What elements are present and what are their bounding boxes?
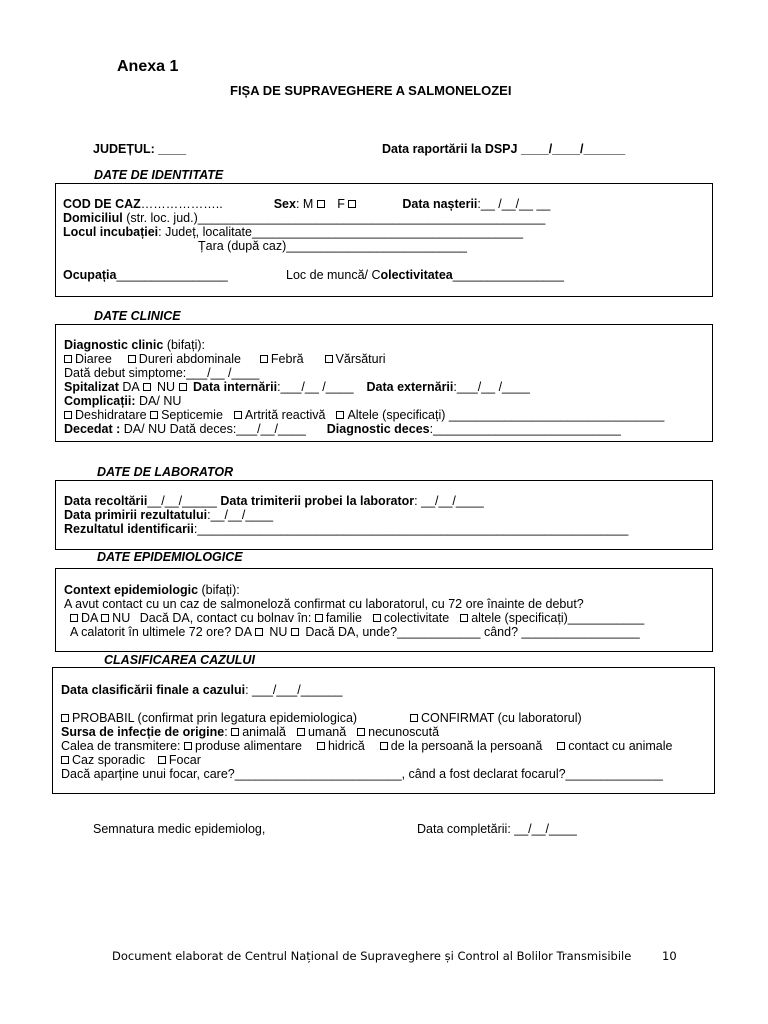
laboratory-box [55, 480, 713, 550]
transmission-person-checkbox[interactable] [380, 742, 388, 750]
classification-date-field[interactable]: : ___/___/______ [245, 683, 343, 697]
symptoms-line: Diaree Dureri abdominale Febră Vărsături [64, 352, 386, 366]
probable-line: PROBABIL (confirmat prin legatura epidemiologica) [61, 711, 357, 725]
family-checkbox[interactable] [315, 614, 323, 622]
clinical-box [55, 324, 713, 442]
admission-date-field[interactable]: :___/__ /____ [277, 380, 354, 394]
sex-m-checkbox[interactable] [317, 200, 325, 208]
section-heading-epidemiologice: DATE EPIDEMIOLOGICE [97, 550, 243, 564]
other-complications-field[interactable]: Altele (specificați) _______________________________ [347, 408, 665, 422]
confirmed-checkbox[interactable] [410, 714, 418, 722]
sampling-line: Data recoltării__/__/_____ Data trimiterii probei la laborator: __/__/____ [64, 494, 484, 508]
identification-result-field[interactable]: :______________________________________________________________ [193, 522, 629, 536]
source-line: Sursa de infecție de origine: animală umană necunoscută [61, 725, 440, 739]
outbreak-details-field[interactable]: Dacă aparține unui focar, care?________________________, când a fost declarat focarul?______________ [61, 767, 663, 781]
sampling-date-field[interactable]: __/__/_____ [147, 494, 217, 508]
travel-no-checkbox[interactable] [291, 628, 299, 636]
onset-date-field[interactable]: Dată debut simptome:___/__ /____ [64, 366, 260, 380]
other-contact-field[interactable]: altele (specificați)___________ [471, 611, 645, 625]
section-heading-laborator: DATE DE LABORATOR [97, 465, 234, 479]
complications-options: Deshidratare Septicemie Artrită reactivă Altele (specificați) _______________________________ [64, 408, 664, 422]
travel-yes-checkbox[interactable] [255, 628, 263, 636]
collectivity-checkbox[interactable] [373, 614, 381, 622]
page-title: FIȘA DE SUPRAVEGHERE A SALMONELOZEI [230, 83, 512, 98]
judet-field[interactable]: JUDEȚUL: ____ [93, 142, 187, 156]
birth-date-field[interactable]: :__ /__/__ __ [477, 197, 551, 211]
domicile-field[interactable]: (str. loc. jud.)__________________________________________________ [122, 211, 546, 225]
case-type-line: Caz sporadic Focar [61, 753, 201, 767]
source-unknown-checkbox[interactable] [357, 728, 365, 736]
death-diagnosis-field[interactable]: :___________________________ [429, 422, 621, 436]
page-number: 10 [662, 949, 677, 963]
diarrhea-checkbox[interactable] [64, 355, 72, 363]
workplace-field[interactable]: ________________ [452, 268, 564, 282]
annex-label: Anexa 1 [117, 58, 179, 75]
identity-line-1: COD DE CAZ……………….. Sex: M F Data nașterii:__ /__/__ __ [63, 197, 551, 211]
section-heading-identitate: DATE DE IDENTITATE [94, 168, 224, 182]
septicemia-checkbox[interactable] [150, 411, 158, 419]
section-heading-clasificare: CLASIFICAREA CAZULUI [104, 653, 255, 667]
source-animal-checkbox[interactable] [231, 728, 239, 736]
travel-details-field[interactable]: Dacă DA, unde?____________ când? _________________ [305, 625, 640, 639]
sex-f-checkbox[interactable] [348, 200, 356, 208]
identification-line: Rezultatul identificarii:______________________________________________________________ [64, 522, 629, 536]
birth-date-label: Data nașterii [402, 197, 478, 211]
hospitalized-no-checkbox[interactable] [179, 383, 187, 391]
probable-checkbox[interactable] [61, 714, 69, 722]
sending-date-field[interactable]: : __/__/____ [414, 494, 484, 508]
reactive-arthritis-checkbox[interactable] [234, 411, 242, 419]
deceased-line: Decedat : DA/ NU Dată deces:___/__/____ Diagnostic deces:___________________________ [64, 422, 621, 436]
completion-date-field[interactable]: Data completării: __/__/____ [417, 822, 577, 836]
case-code-label: COD DE CAZ [63, 197, 141, 211]
contact-yes-checkbox[interactable] [70, 614, 78, 622]
contact-options-line: DA NU Dacă DA, contact cu bolnav în: familie colectivitate altele (specificați)___________ [70, 611, 644, 625]
vomiting-checkbox[interactable] [325, 355, 333, 363]
death-date-field[interactable]: DA/ NU Dată deces:___/__/____ [120, 422, 306, 436]
transmission-water-checkbox[interactable] [317, 742, 325, 750]
classification-date-line: Data clasificării finale a cazului: ___/___/______ [61, 683, 343, 697]
dehydration-checkbox[interactable] [64, 411, 72, 419]
workplace-line: Loc de muncă/ Colectivitatea________________ [286, 268, 564, 282]
result-date-field[interactable]: :__/__/____ [207, 508, 274, 522]
incubation-place-field[interactable]: : Județ, localitate_______________________________________ [158, 225, 524, 239]
identity-box [55, 183, 713, 297]
context-line: Context epidemiologic (bifați): [64, 583, 240, 597]
transmission-line: Calea de transmitere: produse alimentare hidrică de la persoană la persoană contact cu animale [61, 739, 673, 753]
fever-checkbox[interactable] [260, 355, 268, 363]
abdominal-pain-checkbox[interactable] [128, 355, 136, 363]
other-contact-checkbox[interactable] [460, 614, 468, 622]
contact-question: A avut contact cu un caz de salmoneloză confirmat cu laboratorul, cu 72 ore înainte de debut? [64, 597, 584, 611]
country-field[interactable]: Țara (după caz)__________________________ [198, 239, 467, 253]
travel-line: A calatorit în ultimele 72 ore? DA NU Dacă DA, unde?____________ când? _________________ [70, 625, 640, 639]
other-complications-checkbox[interactable] [336, 411, 344, 419]
domicile-line: Domiciliul (str. loc. jud.)__________________________________________________ [63, 211, 546, 225]
sex-label: Sex [273, 197, 296, 211]
reporting-date-field[interactable]: Data raportării la DSPJ ____/____/______ [382, 142, 626, 156]
epidemiology-box [55, 568, 713, 652]
section-heading-clinice: DATE CLINICE [94, 309, 181, 323]
outbreak-checkbox[interactable] [158, 756, 166, 764]
hospitalized-yes-checkbox[interactable] [143, 383, 151, 391]
confirmed-line: CONFIRMAT (cu laboratorul) [410, 711, 582, 725]
sporadic-case-checkbox[interactable] [61, 756, 69, 764]
hospitalized-line: Spitalizat DA NU Data internării:___/__ /____ Data externării:___/__ /____ [64, 380, 530, 394]
incubation-line: Locul incubației: Județ, localitate_______________________________________ [63, 225, 524, 239]
occupation-line: Ocupația________________ [63, 268, 228, 282]
contact-no-checkbox[interactable] [101, 614, 109, 622]
classification-box [52, 667, 715, 794]
source-human-checkbox[interactable] [297, 728, 305, 736]
occupation-field[interactable]: ________________ [116, 268, 228, 282]
result-date-line: Data primirii rezultatului:__/__/____ [64, 508, 274, 522]
signature-field[interactable]: Semnatura medic epidemiolog, [93, 822, 266, 836]
transmission-food-checkbox[interactable] [184, 742, 192, 750]
case-code-field[interactable]: ……………….. [140, 197, 223, 211]
transmission-animals-checkbox[interactable] [557, 742, 565, 750]
clinical-diagnosis-line: Diagnostic clinic (bifați): [64, 338, 206, 352]
discharge-date-field[interactable]: :___/__ /____ [453, 380, 530, 394]
footer-note: Document elaborat de Centrul Național de Supraveghere și Control al Bolilor Transmisibile [112, 949, 632, 963]
complications-line: Complicații: DA/ NU [64, 394, 182, 408]
